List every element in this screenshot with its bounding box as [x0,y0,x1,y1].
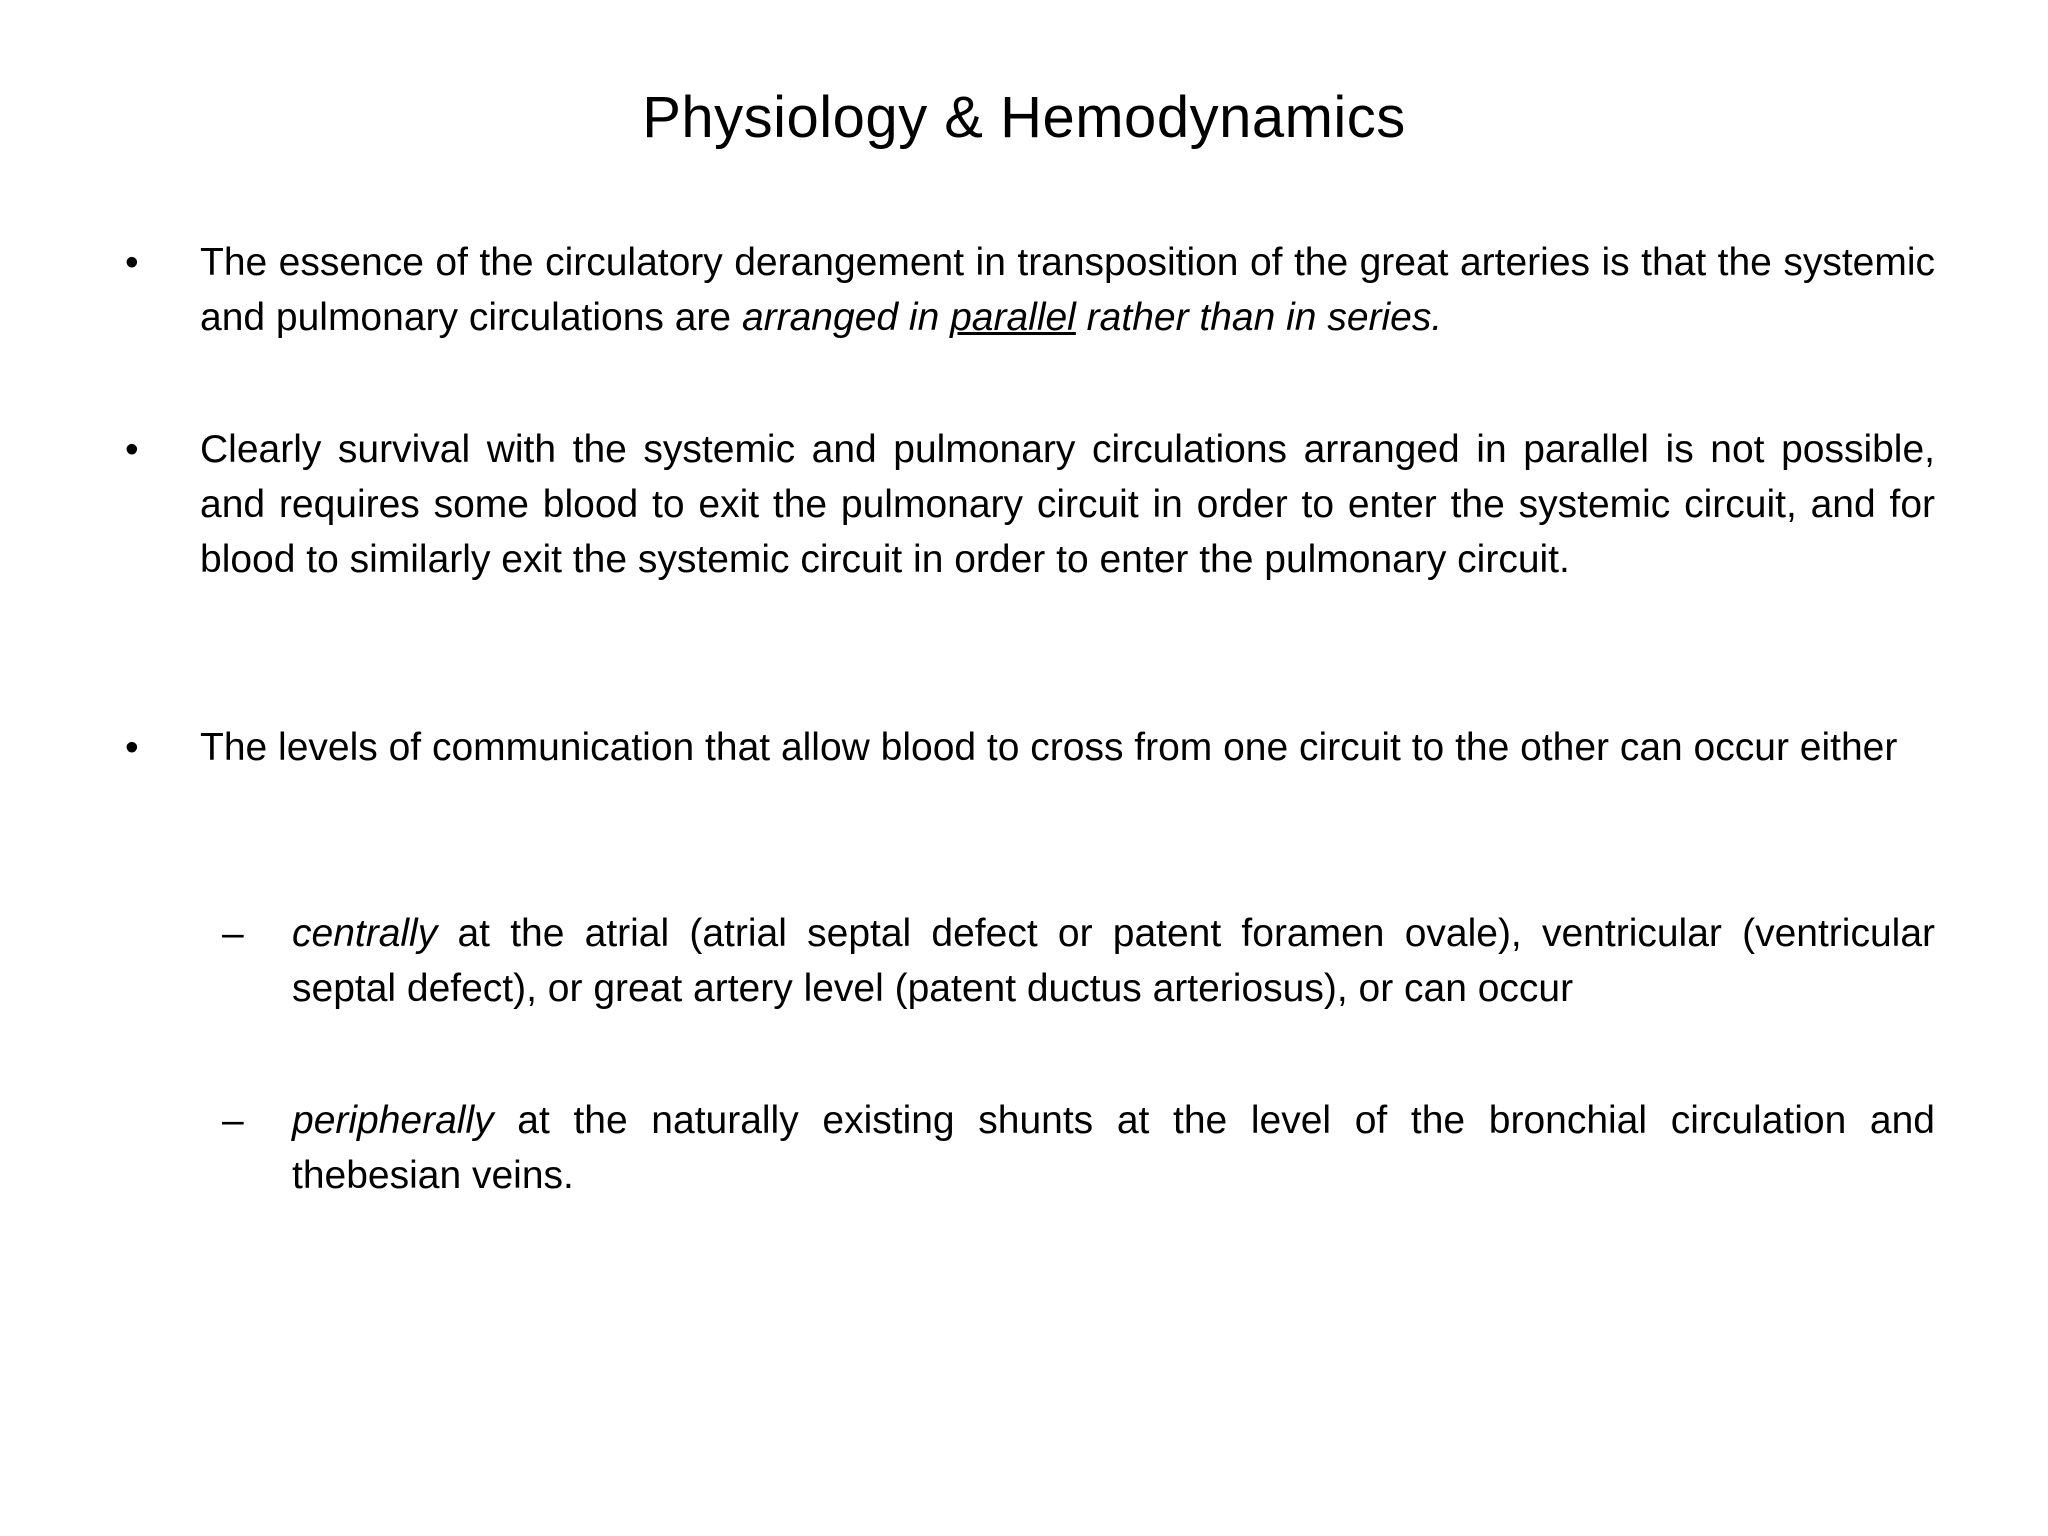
bullet-marker: • [125,726,139,769]
sub-bullet-2-text: at the naturally existing shunts at the level of the bronchial circulation and thebesian veins. [292,1099,1935,1197]
sub-bullet-text-1 [292,906,1935,1016]
sub-bullet-text-2 [292,1093,1935,1203]
sub-bullet-1-text: at the atrial (atrial septal defect or patent foramen ovale), ventricular (ventricular septal defect), or great artery level (patent ductus arteriosus), or can occur [292,912,1935,1010]
bullet-marker: • [125,241,139,284]
sub-bullet-item-2 [222,1093,1935,1203]
bullet-text-1 [200,235,1935,345]
sub-bullet-marker: – [222,912,244,955]
sub-bullet-item-1 [222,906,1935,1016]
sub-bullet-marker: – [222,1099,244,1142]
bullet-item-2 [125,422,1935,587]
sub-bullet-2-italic: peripherally [292,1099,494,1142]
bullet-item-1 [125,235,1935,345]
bullet-1-text: The essence of the circulatory derangement in transposition of the great arteries is that the systemic and pulmonary circulations are [200,241,1935,339]
bullet-item-3 [125,720,1935,775]
bullet-1-italic-b: rather than in series. [1075,296,1443,339]
bullet-marker: • [125,428,139,471]
bullet-text-2: Clearly survival with the systemic and pulmonary circulations arranged in parallel is not possible, and requires some blood to exit the pulmonary circuit in order to enter the systemic circuit, and for blood to similarly exit the systemic circuit in order to enter the pulmonary circuit. [200,428,1935,581]
slide-title: Physiology & Hemodynamics [642,85,1406,150]
sub-bullet-1-italic: centrally [292,912,438,955]
bullet-1-italic-underlined: parallel [950,296,1076,339]
bullet-text-3: The levels of communication that allow blood to cross from one circuit to the other can occur either [200,726,1898,769]
bullet-1-italic-a: arranged in [741,296,951,339]
